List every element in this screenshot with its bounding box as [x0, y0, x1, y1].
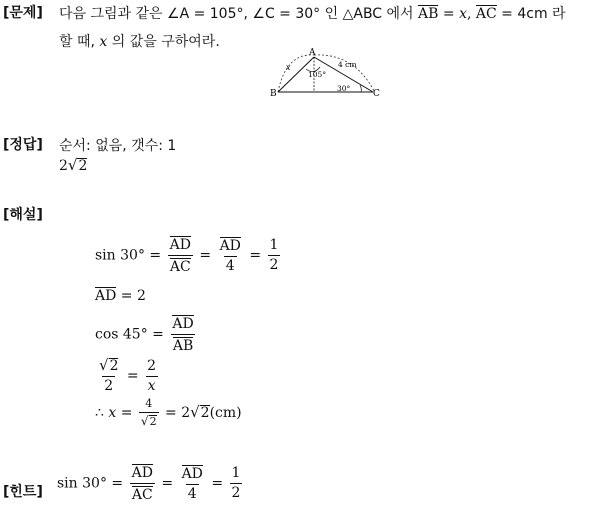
hint-label: [힌트]	[3, 484, 43, 500]
fraction-ad-4	[218, 237, 243, 274]
problem-text-1: 다음 그림과 같은 ∠A = 105°, ∠C = 30° 인 △ABC 에서	[59, 6, 414, 22]
seg-ab: AB	[172, 338, 194, 354]
fraction-ad-4	[180, 465, 205, 502]
solution-line-2	[95, 287, 146, 304]
eq: =	[206, 475, 228, 492]
eq: =	[122, 368, 144, 384]
answer-sqrt: √ 2	[67, 156, 88, 174]
eq-sign: =	[438, 6, 460, 22]
eq: =	[244, 247, 266, 264]
problem-line-2	[59, 31, 220, 51]
solution-line-3	[95, 315, 198, 354]
den-2: 2	[104, 378, 114, 394]
comma: ,	[466, 6, 476, 22]
seg-ac: AC	[131, 487, 153, 503]
seg-ac: AC	[169, 259, 191, 275]
num-1: 1	[269, 237, 279, 253]
den-2: 2	[269, 257, 279, 273]
fraction-sqrt2-2: √ 2 2	[99, 356, 119, 394]
eq-coef: = 2	[160, 405, 191, 421]
seg-ad: AD	[131, 465, 153, 481]
fraction-half	[268, 238, 281, 273]
cos-lhs: cos 45° =	[95, 326, 169, 343]
den-2: 2	[231, 485, 241, 501]
segment-ab: AB	[418, 6, 439, 22]
radicand: 2	[200, 405, 210, 421]
answer-value	[59, 158, 87, 174]
solution-label: [해설]	[3, 207, 43, 223]
side-ac-label: 4 cm	[338, 60, 357, 69]
var-x: x	[99, 34, 108, 50]
fraction-4-sqrt2: 4 √ 2	[140, 397, 157, 428]
seg-ad: AD	[219, 238, 241, 254]
answer-radicand: 2	[78, 158, 88, 174]
num-1: 1	[231, 465, 241, 481]
fraction-ad-ac	[168, 236, 193, 275]
seg-ad: AD	[169, 237, 191, 253]
side-ab-label: x	[286, 63, 291, 72]
problem-text-2: = 4cm 라	[496, 6, 566, 22]
solution-line-4	[95, 358, 160, 394]
hint-formula	[57, 464, 244, 503]
answer-coef: 2	[59, 158, 68, 174]
problem-line-1	[59, 3, 566, 23]
answer-summary: 순서: 없음, 갯수: 1	[59, 138, 177, 154]
fraction-ad-ab	[170, 315, 195, 354]
problem-text-4: 의 값을 구하여라.	[107, 34, 220, 50]
eq-2: = 2	[116, 288, 146, 304]
therefore: ∴	[95, 405, 109, 421]
fraction-half	[230, 466, 243, 501]
fraction-2-x	[145, 359, 158, 394]
angle-c-label: 30°	[337, 84, 351, 93]
answer-label: [정답]	[3, 137, 43, 153]
den-x: x	[147, 377, 156, 394]
segment-ac: AC	[475, 6, 497, 22]
angle-c-arc	[360, 85, 361, 92]
den-4: 4	[187, 486, 197, 502]
problem-label: [문제]	[3, 5, 43, 21]
seg-ad: AD	[181, 466, 203, 482]
eq: =	[156, 475, 178, 492]
den-4: 4	[225, 258, 235, 274]
triangle-figure	[262, 45, 384, 100]
num-2: 2	[147, 357, 157, 374]
eq: =	[194, 247, 216, 264]
eq: =	[116, 405, 137, 421]
angle-a-label: 105°	[308, 70, 327, 79]
var-x: x	[108, 405, 117, 421]
var-x: x	[459, 6, 467, 22]
label-b: B	[270, 89, 277, 99]
label-c: C	[373, 89, 380, 99]
solution-line-1	[95, 236, 282, 275]
unit: (cm)	[209, 405, 242, 421]
fraction-ad-ac	[130, 464, 155, 503]
seg-ad: AD	[172, 316, 194, 332]
sin-lhs: sin 30° =	[57, 475, 128, 492]
label-a: A	[309, 48, 316, 58]
num-4: 4	[145, 397, 153, 410]
problem-text-3: 할 때,	[59, 34, 100, 50]
radicand: 2	[149, 415, 157, 428]
result-sqrt: √ 2	[190, 403, 210, 421]
solution-line-5	[95, 398, 242, 428]
seg-ad: AD	[95, 288, 117, 304]
radicand: 2	[109, 358, 119, 374]
sin-lhs: sin 30° =	[95, 247, 166, 264]
